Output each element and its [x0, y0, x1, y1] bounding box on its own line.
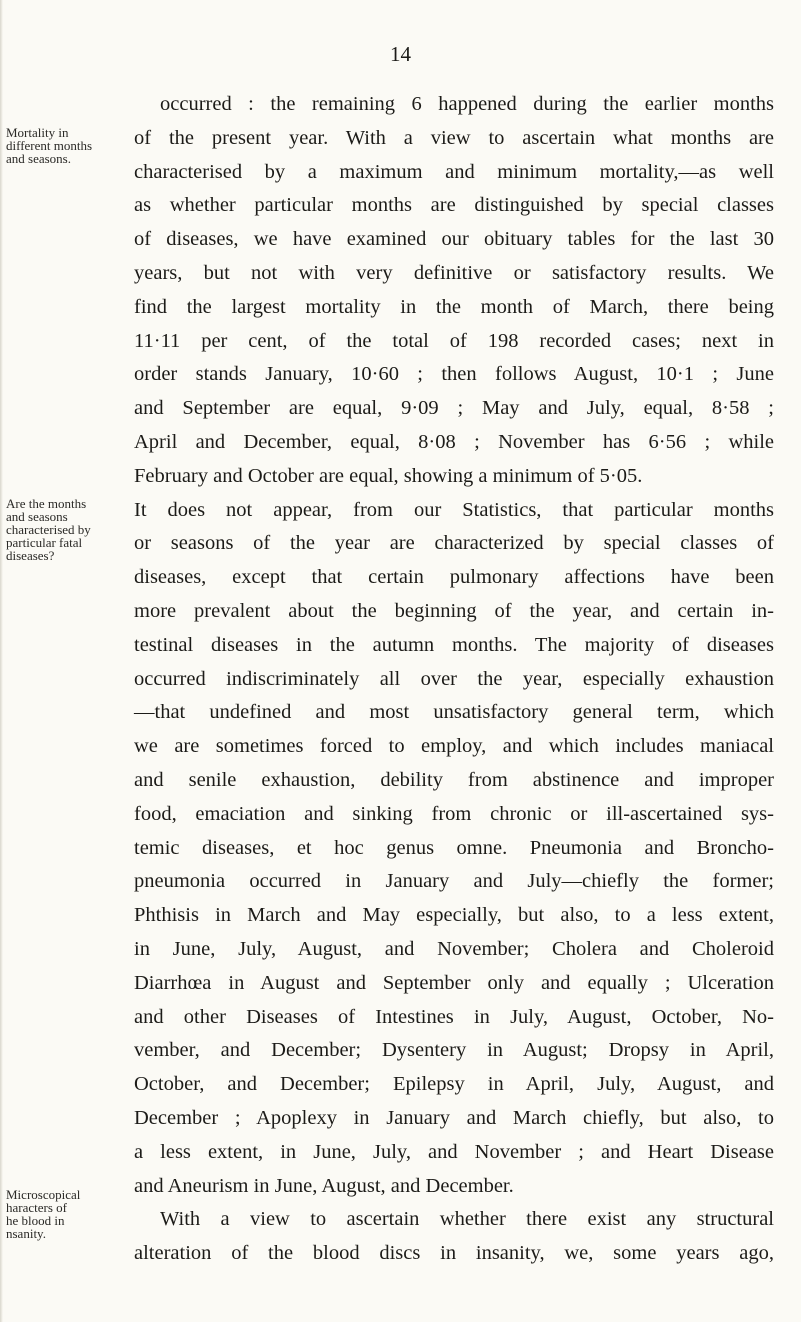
- page-edge-shadow: [0, 0, 3, 1322]
- text-line: Phthisis in March and May especially, but also, to a less extent,: [134, 904, 774, 927]
- text-line: and Aneurism in June, August, and December.: [134, 1174, 514, 1197]
- text-line: in June, July, August, and November; Cholera and Choleroid: [134, 937, 774, 960]
- text-line: October, and December; Epilepsy in April, July, August, and: [134, 1073, 774, 1096]
- margin-note-line: he blood in: [6, 1213, 65, 1228]
- text-line: occurred : the remaining 6 happened during the earlier months: [160, 93, 774, 115]
- margin-note-line: Are the months: [6, 496, 87, 511]
- text-line: food, emaciation and sinking from chronic or ill-ascertained sys-: [134, 802, 774, 825]
- text-line: we are sometimes forced to employ, and which includes maniacal: [134, 735, 774, 758]
- margin-note-line: diseases?: [6, 548, 55, 563]
- margin-note-line: and seasons: [6, 509, 68, 524]
- text-line: Diarrhœa in August and September only and equally ; Ulceration: [134, 971, 774, 994]
- text-line: and other Diseases of Intestines in July, August, October, No-: [134, 1005, 774, 1028]
- text-line: vember, and December; Dysentery in August; Dropsy in April,: [134, 1039, 774, 1062]
- text-line: With a view to ascertain whether there exist any structural: [160, 1208, 774, 1231]
- body-text: [134, 88, 774, 1271]
- text-line: It does not appear, from our Statistics, that particular months: [134, 498, 774, 521]
- text-line: temic diseases, et hoc genus omne. Pneumonia and Broncho-: [134, 836, 774, 859]
- margin-note-microscopical: [6, 1188, 80, 1240]
- text-line: pneumonia occurred in January and July—chiefly the former;: [134, 870, 774, 893]
- text-line: find the largest mortality in the month of March, there being: [134, 295, 774, 318]
- text-line: of diseases, we have examined our obituary tables for the last 30: [134, 228, 774, 251]
- text-line: December ; Apoplexy in January and March chiefly, but also, to: [134, 1106, 774, 1129]
- text-line: and September are equal, 9·09 ; May and July, equal, 8·58 ;: [134, 397, 774, 420]
- margin-note-line: characterised by: [6, 522, 91, 537]
- page-number: 14: [390, 42, 411, 66]
- margin-note-line: and seasons.: [6, 151, 71, 166]
- text-line: characterised by a maximum and minimum mortality,—as well: [134, 160, 774, 183]
- text-line: April and December, equal, 8·08 ; November has 6·56 ; while: [134, 430, 774, 453]
- margin-note-line: haracters of: [6, 1200, 67, 1215]
- text-line: February and October are equal, showing a minimum of 5·05.: [134, 464, 643, 487]
- text-line: occurred indiscriminately all over the year, especially exhaustion: [134, 667, 774, 690]
- text-line: years, but not with very definitive or satisfactory results. We: [134, 261, 774, 284]
- text-line: testinal diseases in the autumn months. The majority of diseases: [134, 633, 774, 656]
- text-line: and senile exhaustion, debility from abstinence and improper: [134, 768, 774, 791]
- text-line: —that undefined and most unsatisfactory general term, which: [134, 701, 774, 724]
- margin-note-line: Mortality in: [6, 125, 69, 140]
- text-line: order stands January, 10·60 ; then follows August, 10·1 ; June: [134, 363, 774, 386]
- text-line: 11·11 per cent, of the total of 198 recorded cases; next in: [134, 329, 774, 352]
- margin-note-line: different months: [6, 138, 93, 153]
- margin-note-mortality: [6, 126, 92, 165]
- text-line: alteration of the blood discs in insanity, we, some years ago,: [134, 1242, 774, 1265]
- text-line: as whether particular months are distinguished by special classes: [134, 194, 774, 217]
- margin-note-line: particular fatal: [6, 535, 83, 550]
- text-line: more prevalent about the beginning of the year, and certain in-: [134, 599, 774, 622]
- margin-note-line: Microscopical: [6, 1187, 81, 1202]
- text-line: of the present year. With a view to ascertain what months are: [134, 126, 774, 149]
- margin-note-line: nsanity.: [6, 1226, 46, 1241]
- text-line: a less extent, in June, July, and November ; and Heart Disease: [134, 1140, 774, 1163]
- text-line: diseases, except that certain pulmonary affections have been: [134, 566, 774, 589]
- text-line: or seasons of the year are characterized by special classes of: [134, 532, 774, 555]
- margin-note-seasons: [6, 497, 91, 562]
